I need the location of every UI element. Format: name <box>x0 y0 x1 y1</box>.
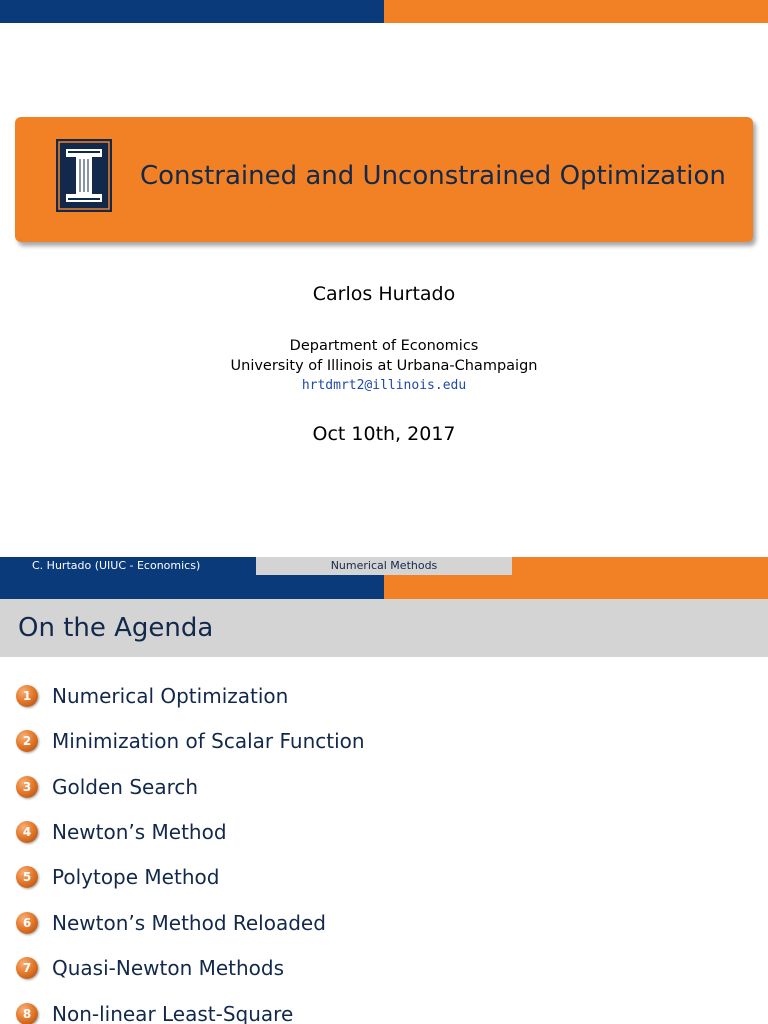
slide-footer <box>0 557 768 575</box>
agenda-item-label: Numerical Optimization <box>52 684 289 708</box>
top-bar-blue <box>0 575 384 599</box>
numbered-ball-icon: 4 <box>16 821 38 843</box>
numbered-ball-icon: 3 <box>16 776 38 798</box>
agenda-item[interactable] <box>16 817 227 847</box>
author-email[interactable]: hrtdmrt2@illinois.edu <box>301 378 467 393</box>
numbered-ball-icon: 2 <box>16 730 38 752</box>
agenda-item-label: Golden Search <box>52 775 199 799</box>
agenda-item-label: Newton’s Method Reloaded <box>52 911 326 935</box>
agenda-item[interactable] <box>16 726 365 756</box>
top-bar-blue <box>0 0 384 23</box>
numbered-ball-icon: 7 <box>16 957 38 979</box>
presentation-title: Constrained and Unconstrained Optimization <box>140 161 726 191</box>
frame-title: On the Agenda <box>18 613 214 643</box>
agenda-item-label: Quasi-Newton Methods <box>52 956 285 980</box>
top-bar-orange <box>384 0 768 23</box>
top-bar-orange <box>384 575 768 599</box>
agenda-slide <box>0 575 768 1024</box>
footer-author: C. Hurtado (UIUC - Economics) <box>0 557 256 575</box>
numbered-ball-icon: 1 <box>16 685 38 707</box>
top-color-bar <box>0 0 768 23</box>
agenda-item-label: Non-linear Least-Square <box>52 1002 294 1024</box>
agenda-item-label: Minimization of Scalar Function <box>52 729 365 753</box>
agenda-item[interactable] <box>16 908 326 938</box>
agenda-item[interactable] <box>16 999 293 1024</box>
agenda-item-label: Newton’s Method <box>52 820 227 844</box>
numbered-ball-icon: 6 <box>16 912 38 934</box>
footer-course: Numerical Methods <box>256 557 512 575</box>
university: University of Illinois at Urbana-Champaign <box>230 358 538 374</box>
agenda-item[interactable] <box>16 953 284 983</box>
agenda-item-label: Polytope Method <box>52 865 220 889</box>
department: Department of Economics <box>289 338 479 354</box>
agenda-item[interactable] <box>16 862 219 892</box>
author-name: Carlos Hurtado <box>312 283 456 305</box>
numbered-ball-icon: 5 <box>16 866 38 888</box>
agenda-item[interactable] <box>16 772 198 802</box>
agenda-item[interactable] <box>16 681 288 711</box>
institution-block <box>0 336 768 396</box>
top-color-bar <box>0 575 768 599</box>
title-box <box>15 117 753 242</box>
footer-right-block <box>512 557 768 575</box>
presentation-date: Oct 10th, 2017 <box>312 423 456 445</box>
frame-title-bar <box>0 599 768 657</box>
illinois-logo-icon <box>56 139 112 212</box>
numbered-ball-icon: 8 <box>16 1003 38 1024</box>
